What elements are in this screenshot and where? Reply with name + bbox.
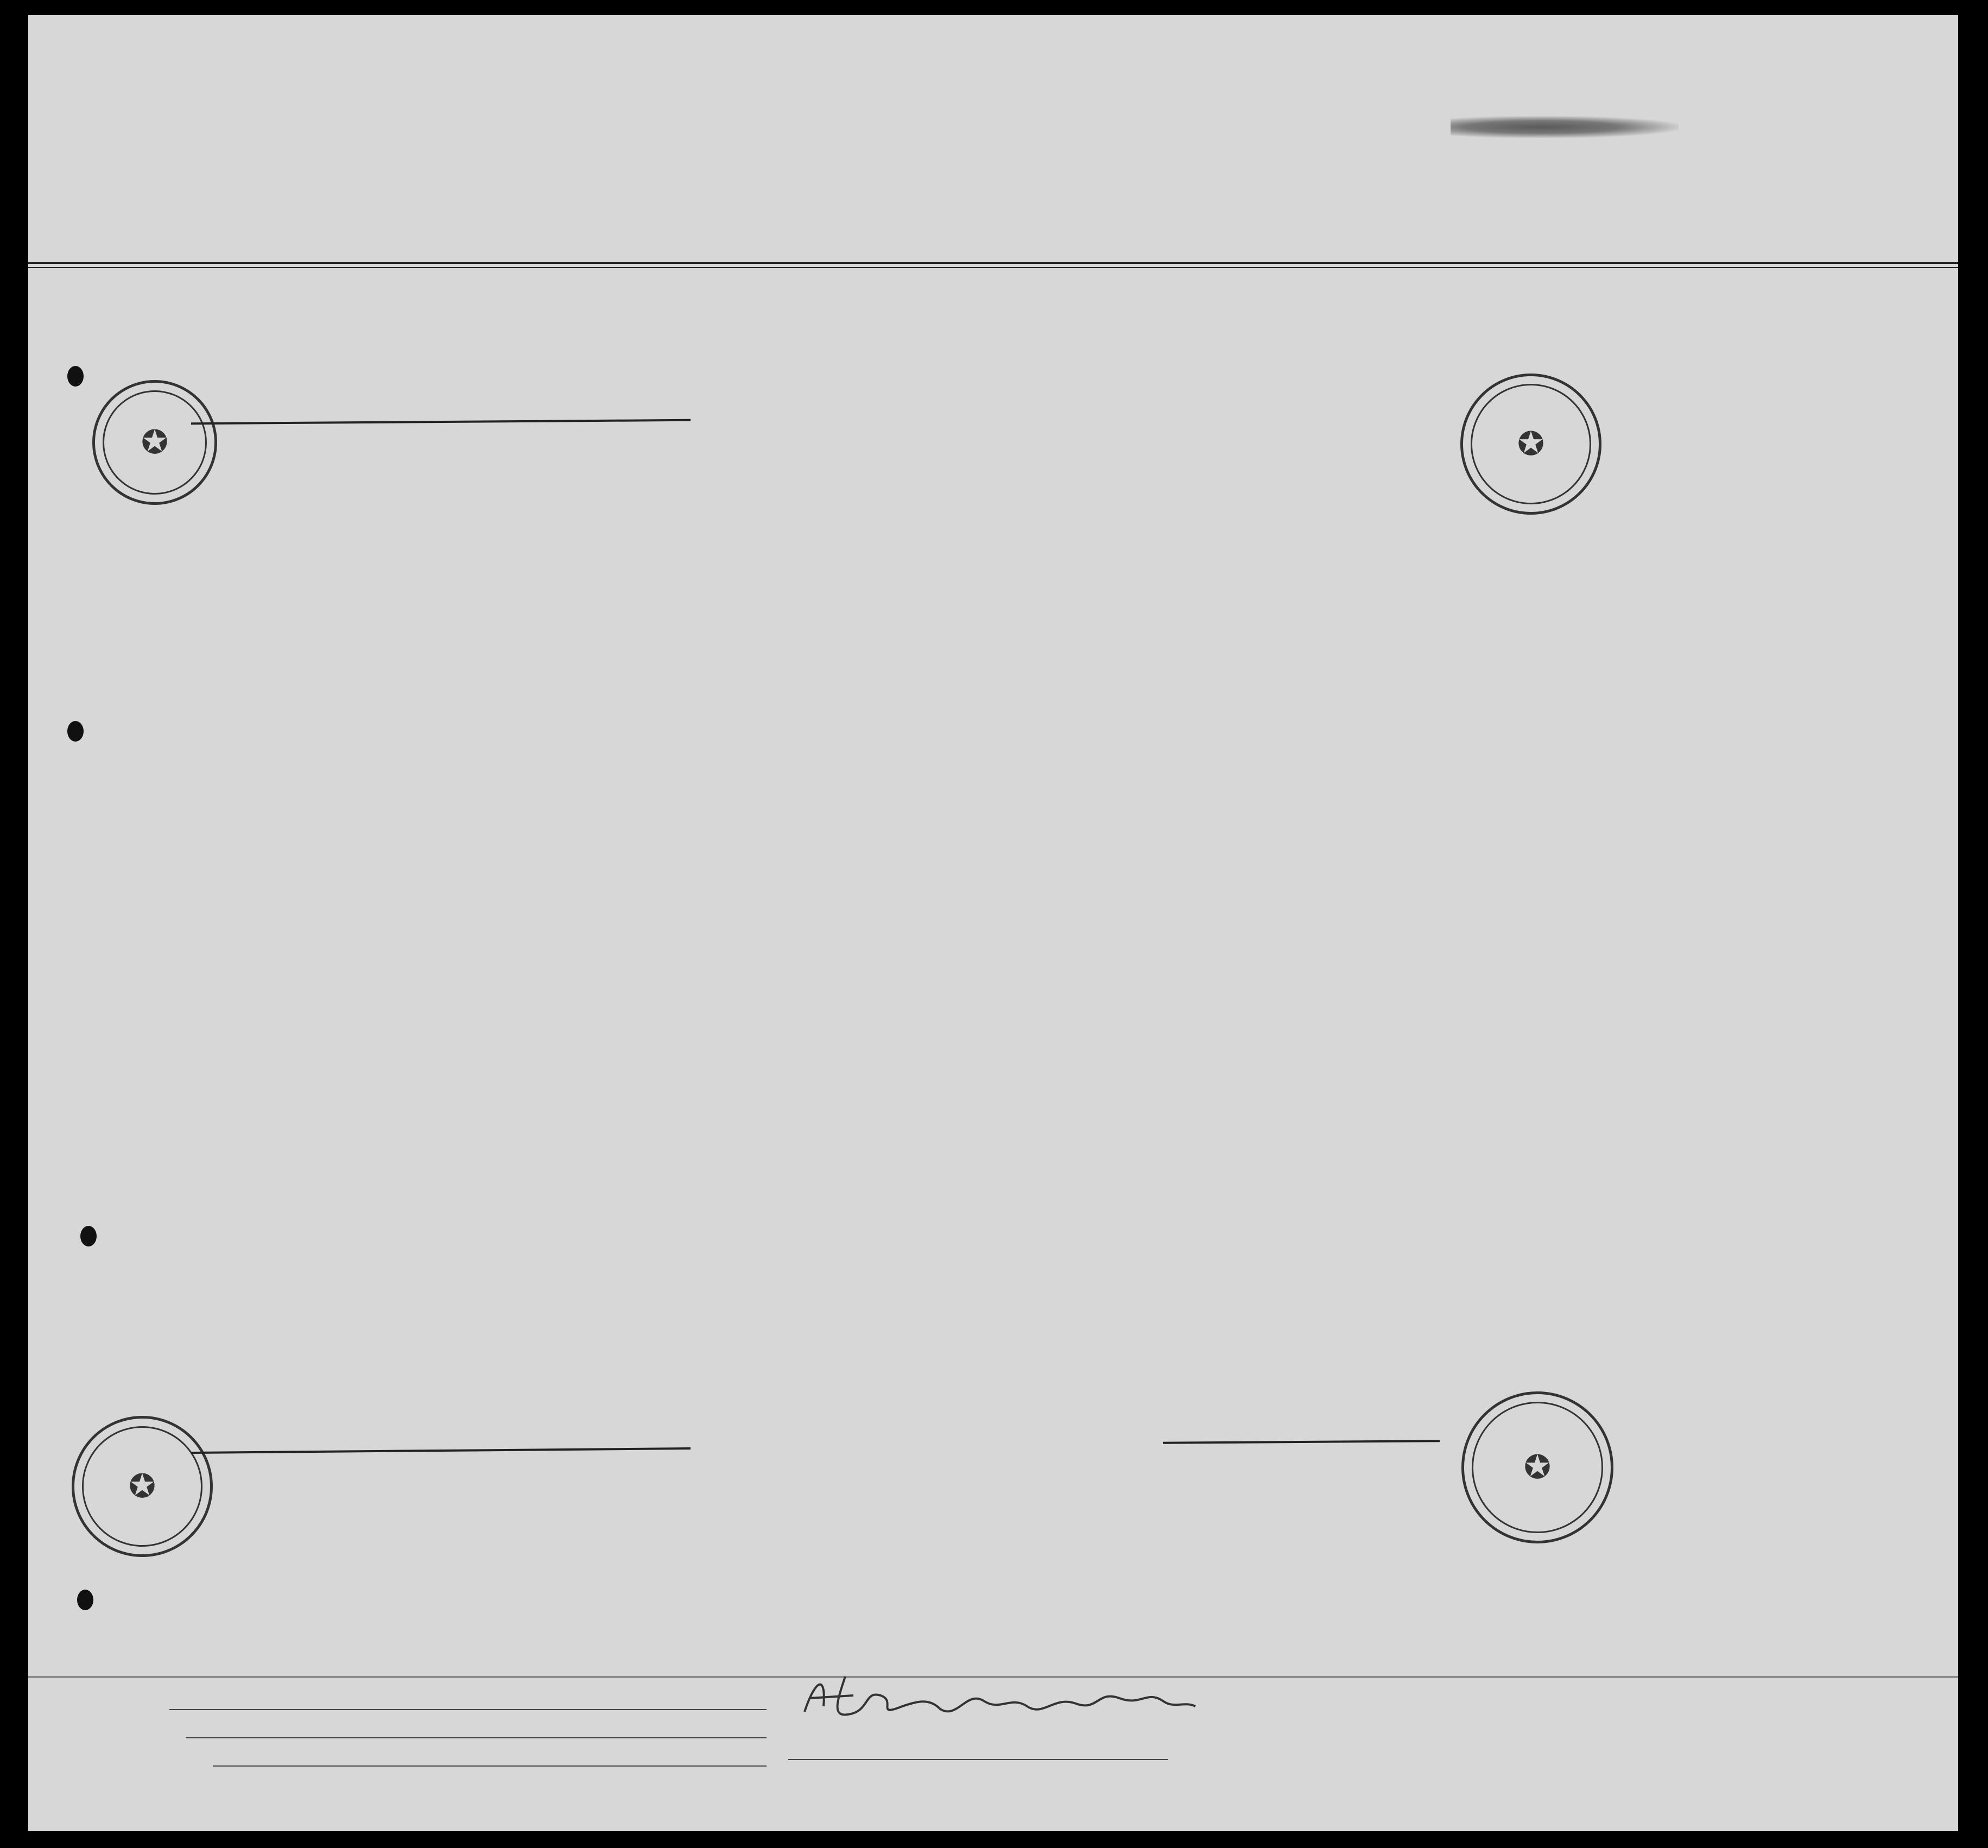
strike-line-row1 <box>191 419 691 425</box>
strike-line-row26 <box>191 1447 691 1454</box>
consulate-stamp: ✪ <box>92 380 217 505</box>
punch-hole <box>67 721 84 742</box>
inspector-signature <box>794 1668 1228 1728</box>
line-field <box>169 1709 767 1710</box>
vessel-line <box>235 232 337 257</box>
punch-hole <box>80 1226 97 1246</box>
strike-line-row26-right <box>1163 1440 1440 1444</box>
ink-smudge <box>1451 116 1679 138</box>
consulate-stamp: ✪ <box>1460 374 1601 515</box>
header-rule-2 <box>28 267 1958 268</box>
punch-hole <box>67 366 84 387</box>
punch-hole <box>77 1590 93 1610</box>
manifest-page <box>28 15 1958 1831</box>
local-agents-field <box>213 1765 767 1767</box>
header-rule <box>28 262 1958 264</box>
inspector-signature-line <box>788 1759 1168 1760</box>
consulate-stamp: ✪ <box>1461 1391 1613 1543</box>
consulate-stamp: ✪ <box>72 1416 213 1557</box>
owners-field <box>186 1737 767 1738</box>
